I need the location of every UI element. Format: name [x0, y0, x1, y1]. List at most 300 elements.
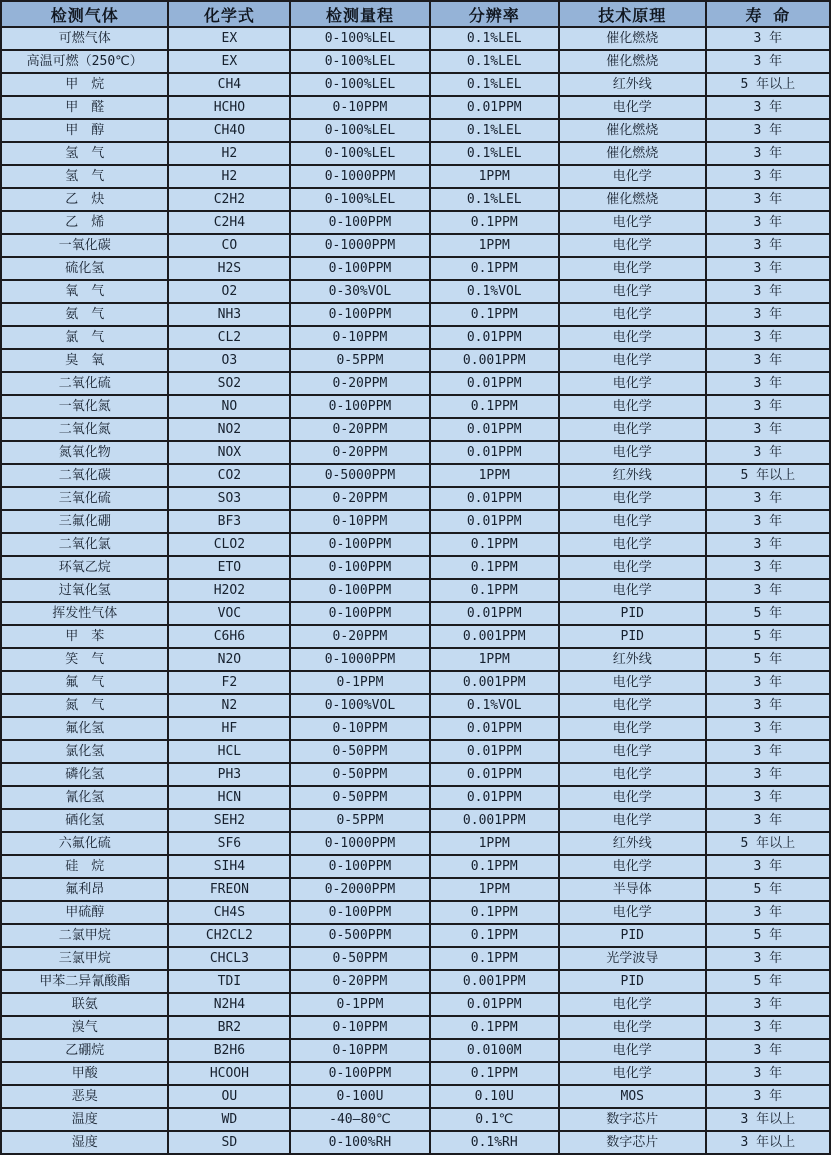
- table-cell: 高温可燃（250℃）: [1, 50, 168, 73]
- table-row: [1, 142, 830, 165]
- table-row: [1, 786, 830, 809]
- table-cell: H2O2: [168, 579, 290, 602]
- table-cell: C2H4: [168, 211, 290, 234]
- table-row: [1, 27, 830, 50]
- table-cell: 0.01PPM: [430, 418, 559, 441]
- table-cell: 3 年: [706, 326, 830, 349]
- table-cell: VOC: [168, 602, 290, 625]
- table-row: [1, 625, 830, 648]
- table-cell: 联氨: [1, 993, 168, 1016]
- table-cell: 0-5PPM: [290, 809, 429, 832]
- table-cell: 3 年: [706, 809, 830, 832]
- table-cell: 乙 炔: [1, 188, 168, 211]
- table-cell: 0.01PPM: [430, 602, 559, 625]
- table-cell: 甲酸: [1, 1062, 168, 1085]
- table-cell: 电化学: [559, 326, 706, 349]
- table-cell: 0-100%RH: [290, 1131, 429, 1154]
- table-cell: 3 年: [706, 740, 830, 763]
- table-cell: 3 年以上: [706, 1108, 830, 1131]
- table-row: [1, 901, 830, 924]
- table-cell: 数字芯片: [559, 1108, 706, 1131]
- table-cell: 氯化氢: [1, 740, 168, 763]
- table-row: [1, 694, 830, 717]
- table-cell: 甲硫醇: [1, 901, 168, 924]
- table-cell: 0.1PPM: [430, 855, 559, 878]
- table-row: [1, 510, 830, 533]
- table-cell: H2S: [168, 257, 290, 280]
- table-cell: ETO: [168, 556, 290, 579]
- table-cell: 电化学: [559, 579, 706, 602]
- table-cell: 0-20PPM: [290, 372, 429, 395]
- table-cell: 催化燃烧: [559, 50, 706, 73]
- table-cell: 电化学: [559, 1062, 706, 1085]
- table-cell: N2O: [168, 648, 290, 671]
- table-cell: SO3: [168, 487, 290, 510]
- table-cell: 0.1PPM: [430, 395, 559, 418]
- table-cell: 0.1%VOL: [430, 280, 559, 303]
- table-cell: 0-100U: [290, 1085, 429, 1108]
- table-cell: 电化学: [559, 901, 706, 924]
- table-cell: 0.1%LEL: [430, 119, 559, 142]
- table-cell: 3 年: [706, 947, 830, 970]
- table-cell: 甲 醛: [1, 96, 168, 119]
- table-cell: N2H4: [168, 993, 290, 1016]
- table-cell: 电化学: [559, 395, 706, 418]
- table-cell: 0-100%LEL: [290, 27, 429, 50]
- table-row: [1, 73, 830, 96]
- table-cell: 数字芯片: [559, 1131, 706, 1154]
- table-row: [1, 556, 830, 579]
- table-cell: 0.1℃: [430, 1108, 559, 1131]
- table-cell: CH4: [168, 73, 290, 96]
- table-cell: 0-100PPM: [290, 579, 429, 602]
- table-row: [1, 96, 830, 119]
- table-cell: 5 年以上: [706, 73, 830, 96]
- table-cell: 5 年以上: [706, 832, 830, 855]
- table-cell: 三氧化硫: [1, 487, 168, 510]
- table-cell: 电化学: [559, 165, 706, 188]
- table-cell: 3 年: [706, 418, 830, 441]
- table-cell: 0-1PPM: [290, 671, 429, 694]
- table-cell: 电化学: [559, 717, 706, 740]
- table-cell: PID: [559, 602, 706, 625]
- table-cell: 3 年: [706, 165, 830, 188]
- table-row: [1, 832, 830, 855]
- table-cell: 磷化氢: [1, 763, 168, 786]
- table-row: [1, 924, 830, 947]
- table-cell: 0.1PPM: [430, 924, 559, 947]
- table-cell: HCOOH: [168, 1062, 290, 1085]
- table-cell: EX: [168, 27, 290, 50]
- table-cell: 一氧化氮: [1, 395, 168, 418]
- table-cell: 5 年: [706, 602, 830, 625]
- table-cell: 0.1PPM: [430, 533, 559, 556]
- table-cell: 0-1000PPM: [290, 165, 429, 188]
- table-cell: 0.01PPM: [430, 993, 559, 1016]
- table-cell: 1PPM: [430, 832, 559, 855]
- table-cell: 3 年: [706, 993, 830, 1016]
- table-cell: 电化学: [559, 855, 706, 878]
- table-cell: 催化燃烧: [559, 142, 706, 165]
- table-row: [1, 372, 830, 395]
- table-row: [1, 395, 830, 418]
- table-cell: 0.1PPM: [430, 1062, 559, 1085]
- table-cell: 0.001PPM: [430, 970, 559, 993]
- table-cell: 5 年: [706, 924, 830, 947]
- table-row: [1, 579, 830, 602]
- table-cell: 0-100%LEL: [290, 119, 429, 142]
- table-cell: 0-1000PPM: [290, 648, 429, 671]
- table-cell: 湿度: [1, 1131, 168, 1154]
- table-cell: 5 年: [706, 625, 830, 648]
- table-cell: 0.01PPM: [430, 763, 559, 786]
- table-cell: 3 年: [706, 349, 830, 372]
- table-cell: 电化学: [559, 257, 706, 280]
- table-cell: 0-10PPM: [290, 1039, 429, 1062]
- column-header-3: 检测量程: [290, 1, 429, 27]
- table-row: [1, 740, 830, 763]
- table-cell: 0-100PPM: [290, 855, 429, 878]
- table-cell: 0.01PPM: [430, 717, 559, 740]
- table-cell: 1PPM: [430, 165, 559, 188]
- table-cell: 氯 气: [1, 326, 168, 349]
- table-cell: 电化学: [559, 740, 706, 763]
- table-cell: -40—80℃: [290, 1108, 429, 1131]
- table-cell: TDI: [168, 970, 290, 993]
- table-cell: 电化学: [559, 671, 706, 694]
- table-cell: 0.10U: [430, 1085, 559, 1108]
- table-cell: 电化学: [559, 694, 706, 717]
- table-cell: 0-20PPM: [290, 487, 429, 510]
- table-cell: 3 年以上: [706, 1131, 830, 1154]
- table-cell: 0-100PPM: [290, 556, 429, 579]
- table-row: [1, 993, 830, 1016]
- table-cell: 0.1PPM: [430, 901, 559, 924]
- column-header-5: 技术原理: [559, 1, 706, 27]
- table-row: [1, 487, 830, 510]
- table-cell: 3 年: [706, 579, 830, 602]
- table-cell: 电化学: [559, 487, 706, 510]
- table-cell: 氢 气: [1, 142, 168, 165]
- table-cell: CLO2: [168, 533, 290, 556]
- table-cell: 电化学: [559, 96, 706, 119]
- table-cell: 0.01PPM: [430, 487, 559, 510]
- table-cell: 3 年: [706, 901, 830, 924]
- table-cell: 电化学: [559, 441, 706, 464]
- table-cell: 二氧化氮: [1, 418, 168, 441]
- table-cell: BF3: [168, 510, 290, 533]
- table-cell: NH3: [168, 303, 290, 326]
- table-row: [1, 418, 830, 441]
- table-cell: 3 年: [706, 395, 830, 418]
- table-cell: PID: [559, 970, 706, 993]
- table-cell: 0.1%LEL: [430, 142, 559, 165]
- table-cell: 0-500PPM: [290, 924, 429, 947]
- table-cell: 红外线: [559, 464, 706, 487]
- table-row: [1, 947, 830, 970]
- table-cell: MOS: [559, 1085, 706, 1108]
- table-cell: CHCL3: [168, 947, 290, 970]
- table-cell: 3 年: [706, 533, 830, 556]
- table-row: [1, 717, 830, 740]
- table-cell: 3 年: [706, 234, 830, 257]
- table-cell: 电化学: [559, 533, 706, 556]
- table-cell: 1PPM: [430, 648, 559, 671]
- table-cell: 红外线: [559, 73, 706, 96]
- table-cell: 0.1%RH: [430, 1131, 559, 1154]
- table-cell: 电化学: [559, 211, 706, 234]
- table-cell: 3 年: [706, 487, 830, 510]
- table-row: [1, 809, 830, 832]
- table-cell: 光学波导: [559, 947, 706, 970]
- table-row: [1, 280, 830, 303]
- table-cell: 0.001PPM: [430, 809, 559, 832]
- table-cell: 0.1%LEL: [430, 188, 559, 211]
- table-cell: SIH4: [168, 855, 290, 878]
- table-cell: 0-100PPM: [290, 303, 429, 326]
- table-cell: 3 年: [706, 96, 830, 119]
- table-cell: 3 年: [706, 280, 830, 303]
- table-cell: 0.1%LEL: [430, 73, 559, 96]
- column-header-1: 检测气体: [1, 1, 168, 27]
- table-cell: 电化学: [559, 556, 706, 579]
- table-cell: 1PPM: [430, 234, 559, 257]
- table-row: [1, 188, 830, 211]
- table-cell: 0.1PPM: [430, 211, 559, 234]
- table-cell: 0-50PPM: [290, 786, 429, 809]
- table-row: [1, 1016, 830, 1039]
- table-cell: 3 年: [706, 188, 830, 211]
- table-cell: 氟化氢: [1, 717, 168, 740]
- table-cell: 恶臭: [1, 1085, 168, 1108]
- table-cell: 二氧化氯: [1, 533, 168, 556]
- table-cell: 电化学: [559, 280, 706, 303]
- table-cell: F2: [168, 671, 290, 694]
- table-row: [1, 878, 830, 901]
- table-cell: PID: [559, 625, 706, 648]
- column-header-2: 化学式: [168, 1, 290, 27]
- table-cell: PID: [559, 924, 706, 947]
- table-cell: 电化学: [559, 418, 706, 441]
- table-cell: 一氧化碳: [1, 234, 168, 257]
- table-cell: 催化燃烧: [559, 27, 706, 50]
- table-row: [1, 326, 830, 349]
- table-cell: 0.01PPM: [430, 441, 559, 464]
- table-cell: 0.01PPM: [430, 510, 559, 533]
- column-header-6: 寿 命: [706, 1, 830, 27]
- table-cell: 氮氧化物: [1, 441, 168, 464]
- table-cell: 0.1PPM: [430, 556, 559, 579]
- table-cell: 3 年: [706, 1016, 830, 1039]
- table-row: [1, 671, 830, 694]
- table-cell: 5 年: [706, 878, 830, 901]
- table-row: [1, 1062, 830, 1085]
- table-cell: 0-100%LEL: [290, 188, 429, 211]
- table-cell: 0-50PPM: [290, 763, 429, 786]
- table-cell: CH4S: [168, 901, 290, 924]
- table-cell: 0-30%VOL: [290, 280, 429, 303]
- table-cell: NOX: [168, 441, 290, 464]
- table-cell: 3 年: [706, 211, 830, 234]
- table-row: [1, 763, 830, 786]
- table-cell: 0-100PPM: [290, 602, 429, 625]
- table-cell: 硫化氢: [1, 257, 168, 280]
- table-cell: 溴气: [1, 1016, 168, 1039]
- table-row: [1, 441, 830, 464]
- table-cell: 可燃气体: [1, 27, 168, 50]
- table-cell: 3 年: [706, 786, 830, 809]
- table-cell: WD: [168, 1108, 290, 1131]
- table-cell: 0.1%LEL: [430, 27, 559, 50]
- table-row: [1, 970, 830, 993]
- table-cell: 0.001PPM: [430, 625, 559, 648]
- table-cell: 0.1%VOL: [430, 694, 559, 717]
- table-cell: O3: [168, 349, 290, 372]
- table-cell: 0-100%VOL: [290, 694, 429, 717]
- table-cell: 0.01PPM: [430, 372, 559, 395]
- table-cell: 环氧乙烷: [1, 556, 168, 579]
- table-cell: 电化学: [559, 1016, 706, 1039]
- table-cell: 过氧化氢: [1, 579, 168, 602]
- table-cell: 3 年: [706, 855, 830, 878]
- table-cell: 0.1PPM: [430, 579, 559, 602]
- table-cell: HCHO: [168, 96, 290, 119]
- table-cell: 红外线: [559, 832, 706, 855]
- table-cell: 0.1PPM: [430, 303, 559, 326]
- table-cell: NO: [168, 395, 290, 418]
- table-cell: 三氯甲烷: [1, 947, 168, 970]
- table-row: [1, 1108, 830, 1131]
- table-cell: 0-20PPM: [290, 418, 429, 441]
- table-cell: CH4O: [168, 119, 290, 142]
- table-cell: 0.001PPM: [430, 671, 559, 694]
- table-row: [1, 303, 830, 326]
- table-cell: 0-20PPM: [290, 625, 429, 648]
- table-cell: 0-50PPM: [290, 740, 429, 763]
- table-cell: 甲 醇: [1, 119, 168, 142]
- table-cell: 0-100PPM: [290, 901, 429, 924]
- table-cell: 氟利昂: [1, 878, 168, 901]
- table-cell: 二氯甲烷: [1, 924, 168, 947]
- table-cell: 0.01PPM: [430, 740, 559, 763]
- table-row: [1, 1039, 830, 1062]
- table-cell: 二氧化碳: [1, 464, 168, 487]
- table-cell: 5 年: [706, 970, 830, 993]
- table-cell: 0-50PPM: [290, 947, 429, 970]
- table-cell: 0-10PPM: [290, 96, 429, 119]
- table-cell: HCN: [168, 786, 290, 809]
- table-cell: C6H6: [168, 625, 290, 648]
- table-row: [1, 602, 830, 625]
- table-cell: 0-100%LEL: [290, 73, 429, 96]
- table-cell: 挥发性气体: [1, 602, 168, 625]
- table-cell: 甲 烷: [1, 73, 168, 96]
- table-cell: 3 年: [706, 694, 830, 717]
- table-cell: 0-10PPM: [290, 326, 429, 349]
- table-row: [1, 257, 830, 280]
- table-cell: 硒化氢: [1, 809, 168, 832]
- table-cell: 乙 烯: [1, 211, 168, 234]
- table-cell: 3 年: [706, 303, 830, 326]
- table-cell: 催化燃烧: [559, 119, 706, 142]
- table-cell: OU: [168, 1085, 290, 1108]
- table-cell: 氧 气: [1, 280, 168, 303]
- table-cell: H2: [168, 142, 290, 165]
- table-cell: 氮 气: [1, 694, 168, 717]
- table-cell: 3 年: [706, 1085, 830, 1108]
- table-cell: 六氟化硫: [1, 832, 168, 855]
- table-cell: B2H6: [168, 1039, 290, 1062]
- table-cell: 0.1PPM: [430, 947, 559, 970]
- table-cell: 0-10PPM: [290, 1016, 429, 1039]
- table-cell: 3 年: [706, 257, 830, 280]
- table-cell: 电化学: [559, 303, 706, 326]
- table-cell: 0-5000PPM: [290, 464, 429, 487]
- table-cell: CO: [168, 234, 290, 257]
- table-cell: 3 年: [706, 27, 830, 50]
- table-cell: EX: [168, 50, 290, 73]
- table-cell: 0-10PPM: [290, 717, 429, 740]
- table-cell: 氟 气: [1, 671, 168, 694]
- table-cell: 3 年: [706, 763, 830, 786]
- table-cell: N2: [168, 694, 290, 717]
- table-cell: 0-1000PPM: [290, 234, 429, 257]
- table-cell: 1PPM: [430, 878, 559, 901]
- table-cell: 电化学: [559, 234, 706, 257]
- table-cell: 0-100PPM: [290, 211, 429, 234]
- table-cell: 0-1PPM: [290, 993, 429, 1016]
- table-row: [1, 349, 830, 372]
- table-cell: 0.01PPM: [430, 326, 559, 349]
- table-cell: 0.1PPM: [430, 257, 559, 280]
- table-cell: 二氧化硫: [1, 372, 168, 395]
- table-cell: 电化学: [559, 510, 706, 533]
- table-cell: 1PPM: [430, 464, 559, 487]
- table-cell: 3 年: [706, 1039, 830, 1062]
- table-cell: SO2: [168, 372, 290, 395]
- table-cell: 甲 苯: [1, 625, 168, 648]
- table-cell: 臭 氧: [1, 349, 168, 372]
- table-row: [1, 1085, 830, 1108]
- table-row: [1, 165, 830, 188]
- table-cell: NO2: [168, 418, 290, 441]
- table-cell: 三氟化硼: [1, 510, 168, 533]
- table-cell: 3 年: [706, 1062, 830, 1085]
- table-cell: 0-100%LEL: [290, 142, 429, 165]
- table-cell: 0-2000PPM: [290, 878, 429, 901]
- table-cell: 0-100PPM: [290, 395, 429, 418]
- table-cell: 甲苯二异氰酸酯: [1, 970, 168, 993]
- table-cell: 0.001PPM: [430, 349, 559, 372]
- table-cell: 0-100PPM: [290, 533, 429, 556]
- table-cell: 电化学: [559, 809, 706, 832]
- table-cell: O2: [168, 280, 290, 303]
- table-row: [1, 464, 830, 487]
- table-row: [1, 648, 830, 671]
- table-cell: 电化学: [559, 349, 706, 372]
- table-cell: 催化燃烧: [559, 188, 706, 211]
- table-cell: 氢 气: [1, 165, 168, 188]
- table-cell: CO2: [168, 464, 290, 487]
- table-cell: 笑 气: [1, 648, 168, 671]
- table-cell: 0.01PPM: [430, 96, 559, 119]
- table-cell: 3 年: [706, 50, 830, 73]
- table-row: [1, 50, 830, 73]
- table-cell: 3 年: [706, 441, 830, 464]
- table-cell: HF: [168, 717, 290, 740]
- table-cell: 0.1%LEL: [430, 50, 559, 73]
- table-cell: 红外线: [559, 648, 706, 671]
